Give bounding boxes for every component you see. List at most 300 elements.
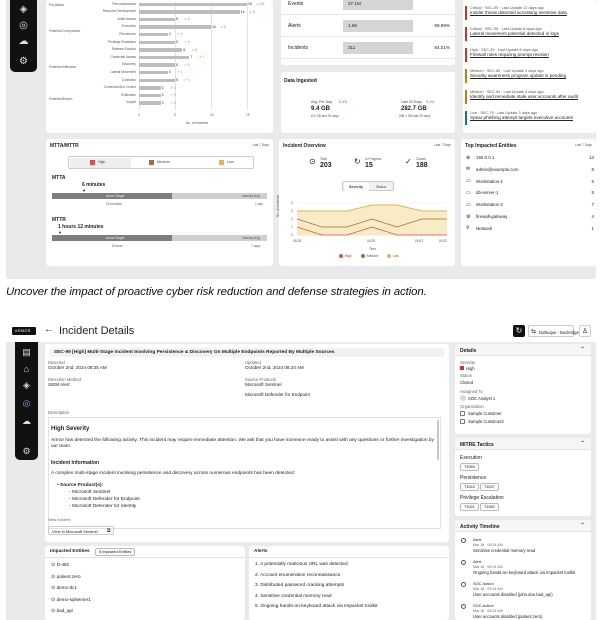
- low-swatch: [219, 160, 224, 165]
- top-entities-card: [461, 139, 596, 266]
- ingest-volume: 311: [348, 45, 356, 50]
- view-link-text: View in Microsoft Sentinel: [52, 529, 98, 534]
- y-tick: 1: [291, 225, 293, 229]
- delta-value: 1: [180, 32, 183, 37]
- cloud-icon[interactable]: ☁: [22, 416, 31, 426]
- alert-meta: Critical · SEC-96 · Last Update 8 days ago: [470, 27, 542, 31]
- bar-value: 14: [240, 9, 245, 14]
- bullet-2-text: Microsoft Defender for Identity: [72, 504, 137, 508]
- delta-value: 7: [202, 55, 205, 60]
- x-tick: 01/25: [367, 239, 375, 243]
- status-label: Status: [460, 373, 472, 378]
- ingest-table-card: [281, 0, 455, 65]
- bar: [139, 79, 175, 82]
- timeline-dot-icon: [461, 560, 466, 565]
- severity-stripe: [465, 27, 467, 41]
- mitre-header[interactable]: [455, 438, 591, 450]
- mtta-industry-label: Industry Avg.: [242, 194, 261, 198]
- ingest-volume: 27.1M: [348, 1, 361, 6]
- entity-value: 8: [591, 166, 594, 172]
- bar: [139, 56, 189, 59]
- org-selector[interactable]: [528, 325, 579, 337]
- timeline-type: Alert: [473, 537, 482, 542]
- entity-value: 13: [589, 155, 594, 160]
- timeline-type: Alert: [473, 559, 482, 564]
- target-icon[interactable]: ◎: [22, 398, 31, 408]
- total-value: 203: [320, 162, 332, 169]
- delta-value: 3: [252, 9, 255, 14]
- incident-details-screenshot: [6, 320, 596, 620]
- severity-legend: [68, 156, 254, 169]
- incident-alert-item[interactable]: 1. A potentially malicious URL was detected: [255, 562, 348, 567]
- mtta-target-value: 15 minutes: [106, 202, 122, 206]
- in-progress-label: In Progress: [365, 157, 382, 161]
- timeline-time: Mar 18 · 09:24 AM: [473, 587, 503, 591]
- alert-title[interactable]: Firewall rules requiring prompt revision: [470, 52, 549, 57]
- delta-arrow-icon: ↗: [184, 62, 187, 67]
- category-label: Collection: [122, 77, 136, 82]
- overview-legend-medium: Medium: [367, 254, 379, 258]
- x-tick: 10: [210, 113, 214, 117]
- alert-title[interactable]: Insider threat detected accessing sensitive data: [470, 10, 567, 15]
- severity-heading: High Severity: [51, 426, 90, 432]
- ingest-row: [281, 38, 455, 59]
- entity-value: 5: [591, 190, 594, 196]
- building-icon: [460, 411, 465, 416]
- overview-line-chart: [297, 201, 449, 241]
- timeline-item: [461, 559, 585, 579]
- impacted-count-chip: 6 Impacted Entities: [95, 548, 135, 556]
- category-label: Command And Control: [103, 85, 136, 90]
- bar-value: 10: [212, 24, 216, 29]
- method-value: SIEM Alert: [48, 382, 70, 387]
- gear-icon[interactable]: ⚙: [22, 446, 31, 456]
- tactic-code-chip[interactable]: T1047: [480, 483, 499, 491]
- category-label: Resource Development: [102, 9, 136, 14]
- entities-range: Last 7 Days: [575, 143, 592, 147]
- bullet-head-text: Source Product(s):: [60, 483, 104, 488]
- entity-row[interactable]: [466, 190, 594, 201]
- data-ingested-card: [281, 72, 455, 133]
- phase-label: Potential Compromise: [49, 29, 81, 33]
- tactic-code-chip[interactable]: T1082: [480, 503, 499, 511]
- delta-value: 1: [188, 78, 190, 82]
- entity-name: firewall-gateway: [476, 214, 508, 219]
- description-scrollbar[interactable]: [437, 420, 439, 460]
- monitor-icon: ▭: [466, 201, 471, 208]
- tactic-code-chip[interactable]: T1043: [460, 483, 479, 491]
- delta-value: 5: [188, 40, 190, 44]
- home-icon[interactable]: ⌂: [23, 364, 30, 374]
- back-arrow-icon[interactable]: ←: [44, 324, 54, 335]
- mtta-industry-value: 1 day: [255, 202, 263, 206]
- alert-meta: Medium · SEC-84 · Last Update 4 days ago: [470, 90, 544, 94]
- y-tick: 2: [291, 217, 293, 221]
- timeline-card: [455, 520, 591, 620]
- legend-high: High: [98, 160, 106, 164]
- bullet-1-text: Microsoft Defender for Endpoint: [72, 497, 140, 502]
- avg-sub: 8.9 GB last 30 days: [311, 114, 339, 118]
- delta-arrow-icon: ↗: [184, 40, 187, 44]
- target-icon[interactable]: ◎: [19, 20, 28, 31]
- legend-medium: Medium: [157, 160, 170, 164]
- entity-value: 7: [591, 202, 594, 208]
- mtta-armor-target: Armor Target: [106, 194, 125, 198]
- category-label: Lateral Movement: [110, 69, 136, 74]
- in-progress-value: 15: [365, 162, 373, 169]
- incident-alert-item[interactable]: 2. Account enumeration reconnaissance: [255, 572, 341, 578]
- ingest-pct: 84.01%: [434, 45, 450, 50]
- entity-value: 5: [591, 178, 594, 184]
- legend-high-dot: [339, 254, 343, 258]
- bar: [139, 48, 182, 51]
- monitor-icon: ▭: [466, 178, 471, 185]
- sources-label: Source Products: [245, 377, 276, 382]
- alert-item[interactable]: [470, 6, 592, 15]
- assigned-value: SOC Analyst 1: [468, 396, 496, 401]
- x-tick: 15: [246, 113, 250, 117]
- tactic-code-chip[interactable]: T1059: [460, 463, 479, 471]
- bar-value: 5: [176, 62, 178, 67]
- refresh-icon[interactable]: ↻: [513, 325, 525, 337]
- phase-x-label: No. of Incidents: [186, 121, 209, 125]
- impacted-entity[interactable]: [51, 597, 91, 603]
- delta-arrow-icon: ↘: [220, 24, 223, 29]
- mtta-range: Last 7 Days: [252, 143, 269, 147]
- divider: [45, 557, 245, 558]
- entity-value: 1: [591, 225, 594, 231]
- delta-value: 3: [173, 100, 176, 105]
- mtta-mttr-card: [46, 139, 273, 266]
- grid-line: [247, 2, 248, 110]
- entity-icon: ⊙: [51, 585, 57, 591]
- last-label: Last 30 Days: [401, 100, 422, 104]
- bar-value: 4: [168, 70, 171, 75]
- bar-value: 3: [161, 85, 164, 90]
- updated-value: October 2nd, 2024 08:24 AM: [245, 365, 304, 370]
- entity-row[interactable]: [466, 167, 594, 178]
- alert-title[interactable]: Identify and remediate stale user accounts after audit: [470, 94, 579, 99]
- description-box[interactable]: [48, 417, 441, 529]
- timeline-time: Mar 18 · 09:24 AM: [473, 609, 503, 613]
- incident-sidebar: [15, 342, 38, 460]
- severity-value: High: [466, 365, 475, 371]
- category-label: Exfiltration: [121, 92, 136, 97]
- bar-value: 15: [248, 2, 252, 6]
- server-icon: ▭: [466, 189, 471, 196]
- mtta-title: MTTA/MTTR: [50, 143, 79, 149]
- entity-icon: ⊙: [51, 596, 57, 603]
- alert-item[interactable]: [470, 69, 592, 78]
- bar-value: 3: [161, 100, 164, 105]
- high-swatch: [90, 160, 95, 165]
- entity-row[interactable]: [466, 179, 594, 190]
- assigned-label: Assigned To: [460, 389, 483, 394]
- delta-value: 1: [188, 17, 190, 22]
- tactic-name: Persistence: [460, 475, 487, 481]
- incident-phase-chart-card: [46, 0, 273, 133]
- closed-icon: ✓: [405, 157, 412, 166]
- alert-meta: High · SEC-95 · Last Update 8 days ago: [470, 48, 538, 52]
- chevron-up-icon[interactable]: ⌃: [579, 441, 585, 447]
- severity-stripe: [465, 111, 467, 125]
- bar: [139, 71, 168, 74]
- category-label: Initial Access: [117, 16, 136, 21]
- category-label: Persistence: [119, 31, 136, 36]
- category-label: Privilege Escalation: [108, 39, 136, 44]
- legend-low: Low: [227, 160, 234, 164]
- ingest-row: [281, 0, 455, 15]
- impacted-name: patient.zero: [56, 573, 81, 579]
- alert-item[interactable]: [470, 48, 592, 57]
- entity-name: Workstation-1: [476, 178, 504, 184]
- delta-value: 8: [195, 47, 198, 52]
- ingest-name: Alerts: [288, 23, 301, 29]
- bar: [139, 41, 175, 44]
- timeline-dot-icon: [461, 582, 466, 587]
- last-delta: 5.4%: [426, 100, 435, 104]
- timeline-time: Mar 18 · 09:24 AM: [473, 565, 503, 569]
- x-tick: 0: [138, 113, 140, 117]
- entity-row[interactable]: [466, 155, 594, 166]
- chevron-up-icon[interactable]: ⌃: [579, 523, 585, 529]
- mtta-marker-icon: ▼: [82, 188, 86, 193]
- delta-arrow-icon: ↗: [176, 32, 180, 37]
- impacted-entity[interactable]: [51, 608, 73, 614]
- delta-arrow-icon: ↘: [256, 2, 259, 6]
- chevron-up-icon[interactable]: ⌃: [579, 347, 585, 353]
- timeline-text: User accounts disabled (john.doe,bad_api): [473, 592, 553, 597]
- dashboard-sidebar: [10, 0, 37, 72]
- legend-medium-dot: [361, 254, 365, 258]
- info-text: A complex multi-stage incident involving persistence and discovery across numerous endpoints has been detected:: [51, 471, 295, 476]
- entity-icon: ⊙: [51, 608, 57, 614]
- overview-x-label: Time: [369, 247, 376, 251]
- bullet-2: ◦ Microsoft Defender for Identity: [69, 504, 137, 508]
- avg-label: Avg. Per Day: [311, 100, 333, 104]
- delta-arrow-icon: ↘: [248, 9, 252, 14]
- severity-stripe: [465, 90, 467, 104]
- tactic-code-chip[interactable]: T1021: [460, 503, 479, 511]
- alert-title[interactable]: Security awareness program update is pending: [470, 73, 567, 78]
- alert-item[interactable]: [470, 111, 592, 120]
- delta-value: 10: [260, 2, 264, 6]
- mttr-industry-label: Industry Avg.: [242, 236, 261, 240]
- entity-icon: ⊙: [51, 573, 57, 580]
- bar: [139, 94, 161, 97]
- brand-logo: [12, 327, 36, 335]
- timeline-text: Sensitive credential memory read: [473, 548, 536, 553]
- delta-value: 2: [224, 24, 226, 29]
- divider: [249, 557, 449, 558]
- phase-bar-chart: [139, 2, 264, 110]
- detected-value: October 2nd, 2024 08:25 AM: [48, 365, 107, 370]
- category-label: Defense Evasion: [111, 47, 136, 52]
- impacted-entity[interactable]: [51, 574, 81, 580]
- dashboard-screenshot: [6, 0, 596, 279]
- org-icon: ⇆: [531, 329, 537, 335]
- delta-arrow-icon: ↗: [169, 100, 173, 105]
- mail-icon: ✉: [466, 166, 471, 173]
- entity-row[interactable]: [466, 202, 594, 213]
- impacted-entities-card: [45, 546, 245, 620]
- timeline-type: SOC Action: [473, 581, 494, 586]
- delta-arrow-icon: ↗: [191, 47, 195, 52]
- alert-meta: Critical · SEC-95 · Last Update 12 days ago: [470, 6, 544, 10]
- data-ingested-title: Data Ingested: [284, 78, 317, 84]
- cloud-icon[interactable]: ☁: [18, 36, 29, 47]
- ingest-volume: 1.9K: [348, 23, 358, 28]
- medium-area: [297, 205, 447, 235]
- alert-meta: Low · SEC-79 · Last Update 3 days ago: [470, 111, 538, 115]
- mttr-industry-value: 7 days: [251, 244, 261, 248]
- incident-overview-card: [276, 139, 455, 266]
- impacted-tab[interactable]: Impacted Entities: [50, 549, 90, 554]
- overview-tabs: [342, 181, 394, 191]
- closed-label: Closed: [416, 157, 426, 161]
- incident-main-card: [45, 344, 449, 542]
- bar-value: 5: [176, 40, 178, 44]
- impacted-name: D-482: [56, 562, 70, 567]
- entity-name: db-server-1: [476, 190, 499, 196]
- ingest-row: [281, 16, 455, 37]
- details-title: Details: [460, 347, 477, 354]
- severity-stripe: [465, 6, 467, 20]
- bullet-0-text: Microsoft Sentinel: [72, 490, 111, 495]
- mtta-value: 6 minutes: [82, 182, 106, 188]
- severity-stripe: [465, 69, 467, 83]
- incident-alert-item[interactable]: 3. Distributed password cracking attempts: [255, 583, 345, 588]
- impacted-name: demo-dc1: [56, 585, 78, 590]
- source-0: Microsoft Sentinel: [245, 382, 282, 387]
- y-tick: 0: [291, 233, 293, 237]
- entity-name: 192.0.0.1: [476, 155, 495, 160]
- source-1: Microsoft Defender for Endpoint: [245, 392, 310, 397]
- overview-y-label: No. of Incidents: [276, 194, 280, 217]
- mttr-marker-icon: ▼: [58, 230, 62, 235]
- incident-alert-item[interactable]: 5. Ongoing hands-on-keyboard attack via Impacket toolkit: [255, 604, 378, 609]
- alert-item[interactable]: [470, 90, 592, 99]
- brand-text: ARMOR: [15, 328, 31, 333]
- bar: [139, 18, 175, 21]
- bar-value: 4: [168, 32, 171, 37]
- shield-icon[interactable]: ◈: [23, 380, 30, 390]
- view-in-sentinel-button[interactable]: [48, 526, 114, 535]
- updated-label: Updated: [245, 360, 261, 365]
- alert-meta: Medium · SEC-89 · Last Update 4 days ago: [470, 69, 544, 73]
- document-icon[interactable]: ▤: [22, 347, 31, 357]
- impacted-entity[interactable]: [51, 562, 69, 568]
- status-value: Closed: [460, 380, 474, 385]
- tab-severity-label: Severity: [349, 184, 363, 189]
- last-value: 282.7 GB: [401, 106, 427, 112]
- category-label: Execution: [122, 24, 136, 29]
- building-icon: [460, 419, 465, 424]
- bullet-0: ◦ Microsoft Sentinel: [69, 490, 111, 495]
- details-header[interactable]: [455, 344, 591, 356]
- x-tick: 01/28: [293, 239, 301, 243]
- delta-arrow-icon: ↗: [184, 78, 187, 82]
- in-progress-icon: ↻: [354, 157, 361, 166]
- timeline-text: User accounts disabled (patient.zero): [473, 614, 543, 619]
- avg-value: 9.4 GB: [311, 106, 331, 112]
- tactic-name: Privilege Escalation: [460, 495, 504, 501]
- bar-value: 6: [183, 47, 186, 52]
- bar-value: 5: [176, 17, 178, 22]
- tactic-name: Execution: [460, 455, 482, 461]
- severity-label: Severity: [460, 360, 476, 365]
- mtta-label: MTTA: [52, 175, 66, 181]
- org-1: Sample Customer2: [468, 419, 504, 424]
- overview-title: Incident Overview: [283, 143, 326, 149]
- description-label: Description: [48, 410, 69, 415]
- category-label: Reconnaissance: [112, 1, 136, 6]
- closed-value: 188: [416, 162, 428, 169]
- impacted-name: demo-sqlserver1: [56, 596, 91, 602]
- y-tick: 3: [291, 209, 293, 213]
- legend-low-dot: [387, 254, 391, 258]
- incident-heading: SEC-99 [High] Multi-Stage Incident Involving Persistence & Discovery On Multiple Endpoints Reported By Multiple Sources: [54, 349, 335, 355]
- incident-alert-item[interactable]: 4. Sensitive credential memory read: [255, 593, 332, 599]
- bar: [139, 10, 240, 13]
- category-label: Impact: [126, 100, 136, 105]
- tab-status-label[interactable]: Status: [376, 184, 387, 189]
- globe-icon: ⊕: [466, 154, 471, 161]
- timeline-item: [461, 581, 585, 601]
- org-label: Organization: [460, 404, 484, 409]
- phase-label: Potential Breach: [49, 97, 73, 101]
- delta-arrow-icon: ↗: [198, 55, 202, 60]
- alert-item[interactable]: [470, 27, 592, 36]
- alerts-card: [249, 546, 449, 620]
- mttr-target-value: 8 hours: [112, 244, 123, 248]
- entity-name: admin@example.com: [476, 166, 519, 172]
- overview-legend-low: Low: [393, 254, 399, 258]
- bar-value: 3: [161, 93, 164, 98]
- phase-label: Pre-Attack: [49, 3, 64, 7]
- severity-stripe: [465, 48, 467, 62]
- entity-row[interactable]: [466, 214, 594, 225]
- timeline-header[interactable]: [455, 520, 591, 532]
- info-heading: Incident Information: [51, 460, 100, 466]
- alert-title[interactable]: Spear phishing attempt targets executive accounts: [470, 115, 573, 120]
- delta-arrow-icon: ↘: [184, 17, 187, 22]
- external-link-icon: ⧉: [107, 528, 111, 534]
- entity-name: Network: [476, 225, 493, 231]
- avatar: [460, 395, 466, 401]
- alert-title[interactable]: Lateral movement potential detected in logs: [470, 31, 559, 36]
- impacted-entity[interactable]: [51, 585, 77, 591]
- bar: [139, 101, 161, 104]
- medium-swatch: [149, 160, 154, 165]
- shield-icon[interactable]: ◈: [19, 4, 28, 15]
- mitre-card: [455, 438, 591, 516]
- bar: [139, 3, 247, 6]
- network-icon: ⚲: [466, 225, 470, 232]
- user-icon[interactable]: ♙: [579, 325, 591, 337]
- alerts-list-card: [463, 0, 596, 133]
- mttr-armor-target: Armor Target: [106, 236, 125, 240]
- bar: [139, 63, 175, 66]
- gear-icon[interactable]: ⚙: [19, 56, 28, 67]
- mttr-value: 1 hours 12 minutes: [58, 224, 104, 230]
- timeline-dot-icon: [461, 538, 466, 543]
- delta-value: 1: [180, 70, 183, 75]
- x-tick: 5: [174, 113, 176, 117]
- timeline-text: Ongoing hands-on-keyboard attack via Impacket toolkit: [473, 570, 576, 575]
- alerts-title: Alerts: [254, 549, 268, 554]
- entity-row[interactable]: [466, 226, 594, 237]
